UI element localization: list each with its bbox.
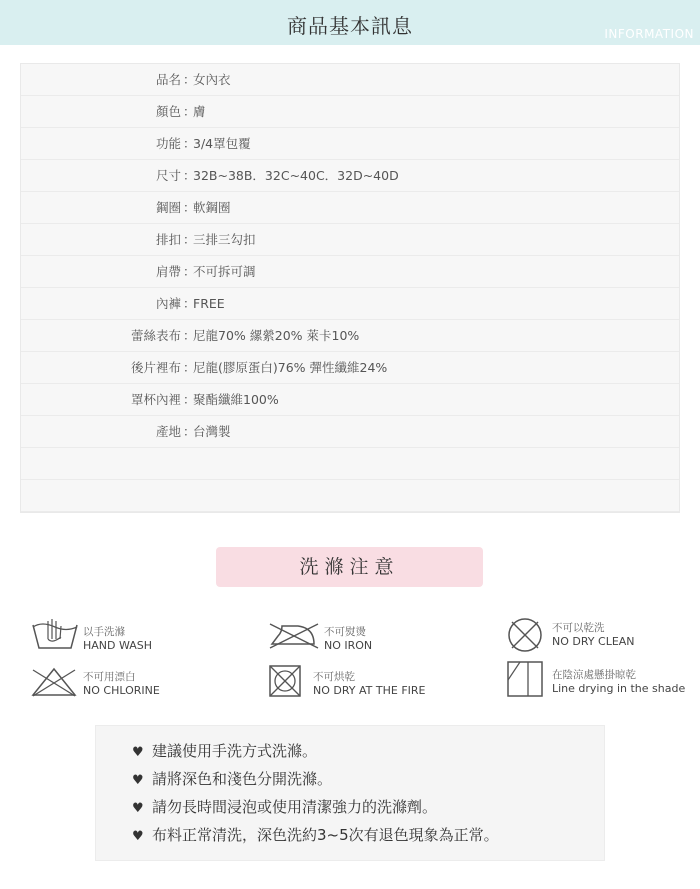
spec-colon: ： [183,360,196,375]
care-label-zh: 不可用漂白 [83,671,136,683]
care-label-en: NO DRY AT THE FIRE [313,684,426,697]
heart-icon: ♥ [132,773,144,788]
spec-row [21,352,679,384]
care-no-chlorine [83,671,160,697]
spec-row [21,128,679,160]
care-hand-wash [83,626,152,652]
care-notes [95,725,605,861]
spec-row [21,192,679,224]
no-tumble-dry-icon [268,664,302,698]
spec-colon: ： [183,424,196,439]
care-label-zh: 在陰涼處懸掛晾乾 [552,669,636,681]
spec-row [21,448,679,480]
care-label-en: Line drying in the shade [552,682,686,695]
spec-row [21,256,679,288]
line-dry-shade-icon [506,660,544,698]
no-iron-icon [268,620,320,650]
spec-colon: ： [183,296,196,311]
spec-table [20,63,680,513]
spec-label: 產地 [155,424,181,439]
spec-row [21,320,679,352]
care-label-en: NO CHLORINE [83,684,160,697]
wash-title: 洗滌注意 [216,547,483,587]
care-label-zh: 不可熨燙 [324,626,366,638]
spec-label: 功能 [155,136,181,151]
care-no-iron [324,626,372,652]
care-label-zh: 不可烘乾 [313,671,355,683]
care-label-en: HAND WASH [83,639,153,652]
info-header [0,0,700,45]
spec-value: 三排三勾扣 [193,232,256,247]
spec-colon: ： [183,200,196,215]
spec-label: 尺寸 [155,168,181,183]
spec-label: 鋼圈 [155,200,181,215]
spec-value: 軟鋼圈 [193,200,231,215]
spec-value: 女內衣 [193,72,231,87]
spec-row [21,64,679,96]
info-title: 商品基本訊息 [287,14,413,38]
spec-label: 顏色 [155,104,181,119]
spec-value: 不可拆可調 [193,264,256,279]
spec-row [21,384,679,416]
spec-colon: ： [183,104,196,119]
heart-icon: ♥ [132,745,144,760]
spec-label: 排扣 [155,232,181,247]
spec-value: 台灣製 [193,424,231,439]
spec-value: 32B~38B．32C~40C．32D~40D [193,168,399,183]
spec-colon: ： [183,72,196,87]
note-text: 請將深色和淺色分開洗滌。 [152,770,333,788]
spec-colon: ： [183,264,196,279]
spec-row [21,160,679,192]
spec-row [21,288,679,320]
care-label-en: NO DRY CLEAN [552,635,635,648]
note-item [132,768,332,789]
care-no-tumble-dry [313,671,426,697]
spec-label: 後片裡布 [130,360,181,375]
care-label-zh: 不可以乾洗 [552,622,605,634]
spec-label: 罩杯內裡 [130,392,181,407]
spec-value: 3/4罩包覆 [193,136,251,151]
note-text: 建議使用手洗方式洗滌。 [152,742,318,760]
spec-value: 膚 [193,104,206,119]
spec-colon: ： [183,392,196,407]
spec-value: 聚酯纖維100% [193,392,279,407]
hand-wash-icon [30,617,80,653]
note-item [132,740,317,761]
spec-row [21,224,679,256]
info-subtitle: INFORMATION [604,27,694,41]
care-label-en: NO IRON [324,639,373,652]
spec-label: 內褲 [155,296,181,311]
note-item [132,824,499,845]
care-label-zh: 以手洗滌 [83,626,125,638]
spec-row [21,96,679,128]
care-no-dry-clean [552,622,635,648]
spec-value: FREE [193,296,225,311]
care-line-dry-shade [552,669,685,695]
spec-colon: ： [183,136,196,151]
no-dry-clean-icon [506,616,544,654]
note-text: 請勿長時間浸泡或使用清潔強力的洗滌劑。 [152,798,438,816]
note-item [132,796,437,817]
spec-label: 肩帶 [155,264,181,279]
spec-colon: ： [183,328,196,343]
no-chlorine-icon [30,666,78,698]
heart-icon: ♥ [132,801,144,816]
heart-icon: ♥ [132,829,144,844]
spec-label: 蕾絲表布 [130,328,181,343]
spec-row [21,480,679,512]
spec-value: 尼龍(膠原蛋白)76% 彈性纖維24% [193,360,388,375]
spec-colon: ： [183,168,196,183]
spec-colon: ： [183,232,196,247]
spec-value: 尼龍70% 縲縈20% 萊卡10% [193,328,360,343]
note-text: 布料正常清洗，深色洗約3~5次有退色現象為正常。 [152,826,499,844]
spec-row [21,416,679,448]
spec-label: 品名 [155,72,181,87]
